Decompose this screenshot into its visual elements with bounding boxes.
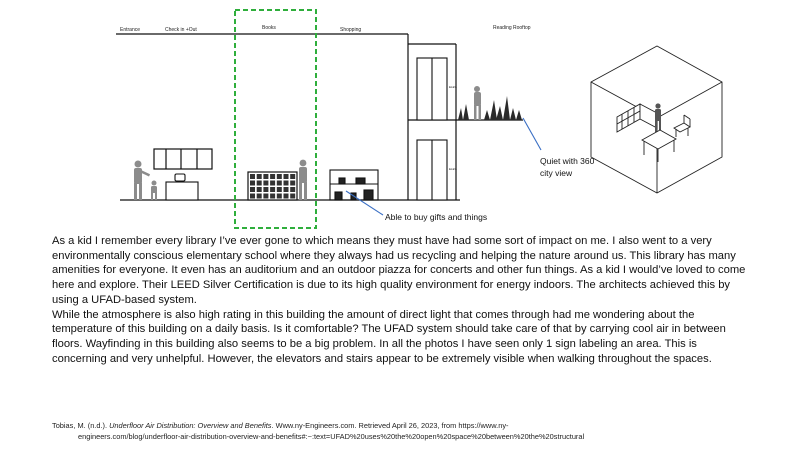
body-paragraph-2: While the atmosphere is also high rating in this building the amount of direct light that comes through had me wondering about the temperature of this building on a daily basis. Is it comfortable? The UFAD system should take care of that by carrying cool air in between floors. Wayfinding in this building also seems to be a big problem. In all the photos I have seen only 1 sign labeling an area. This is concerning and very unhelpful. However, the elevators and stairs appear to be extremely visible when walking throughout the spaces. bbox=[52, 308, 726, 365]
book-spine bbox=[257, 181, 262, 186]
zone-label-entrance: Entrance bbox=[120, 27, 141, 33]
child-entrance-figure bbox=[151, 181, 157, 201]
iso-chair bbox=[674, 115, 690, 137]
iso-bookshelf bbox=[617, 104, 657, 132]
rooftop-person-figure bbox=[474, 86, 481, 120]
rooftop-planting bbox=[458, 96, 522, 120]
iso-person bbox=[655, 103, 661, 132]
entrance-windows bbox=[154, 149, 212, 169]
book-spine bbox=[250, 194, 255, 199]
book-spine bbox=[257, 194, 262, 199]
book-spine bbox=[284, 174, 289, 179]
citation bbox=[52, 420, 772, 442]
book-spine bbox=[250, 174, 255, 179]
book-spine bbox=[290, 181, 295, 186]
book-spine bbox=[290, 187, 295, 192]
book-spine bbox=[290, 194, 295, 199]
book-spine bbox=[277, 181, 282, 186]
book-spine bbox=[284, 181, 289, 186]
book-spine bbox=[263, 174, 268, 179]
book-spine bbox=[257, 174, 262, 179]
zone-label-shopping: Shopping bbox=[340, 27, 362, 33]
book-spine bbox=[250, 187, 255, 192]
isometric-reading-room bbox=[591, 46, 722, 193]
book-spine bbox=[277, 187, 282, 192]
book-spine bbox=[270, 174, 275, 179]
book-spine bbox=[263, 181, 268, 186]
book-spine bbox=[277, 174, 282, 179]
book-spine bbox=[284, 194, 289, 199]
zone-label-books: Books bbox=[262, 25, 276, 31]
book-spine bbox=[284, 187, 289, 192]
book-spine bbox=[270, 181, 275, 186]
book-spine bbox=[263, 187, 268, 192]
body-text bbox=[52, 234, 752, 366]
elevator-label-upper: ELEV. bbox=[449, 85, 458, 89]
elevator-label-lower: ELEV. bbox=[449, 167, 458, 171]
book-spine bbox=[290, 174, 295, 179]
citation-rest: . Www.ny-Engineers.com. Retrieved April 26, 2023, from https://www.ny- bbox=[271, 421, 509, 430]
book-spine bbox=[270, 194, 275, 199]
book-spine bbox=[270, 187, 275, 192]
citation-title: Underfloor Air Distribution: Overview and Benefits bbox=[109, 421, 272, 430]
checkin-counter bbox=[166, 174, 198, 200]
book-spine bbox=[250, 181, 255, 186]
citation-url: engineers.com/blog/underfloor-air-distribution-overview-and-benefits#:~:text=UFAD%20uses%20the%20open%20space%20between%20the%20structural bbox=[78, 432, 585, 441]
bookshelf bbox=[248, 172, 297, 200]
body-paragraph-1: As a kid I remember every library I’ve ever gone to which means they must have had some sort of impact on me. I also went to a very environmentally conscious elementary school where they always had us recycling and helping the nature around us. This library has many amenities for everyone. It even has an auditorium and an outdoor piazza for concerts and other fun things. As a kid I would’ve loved to come here and explore. Their LEED Silver Certification is due to its high quality environment for energy indoors. The architects achieved this by using a UFAD-based system. bbox=[52, 235, 746, 306]
book-spine bbox=[277, 194, 282, 199]
zone-label-checkin: Check in +Out bbox=[165, 27, 197, 33]
book-spine bbox=[257, 187, 262, 192]
quiet-callout-line2: city view bbox=[540, 168, 573, 178]
citation-author: Tobias, M. (n.d.). bbox=[52, 421, 110, 430]
adult-entrance-figure bbox=[134, 161, 150, 201]
books-person-figure bbox=[299, 160, 307, 200]
quiet-callout-line1: Quiet with 360 bbox=[540, 156, 595, 166]
elevator-shaft bbox=[417, 58, 447, 200]
gifts-callout-text: Able to buy gifts and things bbox=[385, 212, 488, 222]
iso-table bbox=[642, 130, 676, 162]
book-spine bbox=[263, 194, 268, 199]
zone-label-reading-rooftop: Reading Rooftop bbox=[493, 25, 531, 31]
gift-shelf bbox=[330, 170, 378, 200]
